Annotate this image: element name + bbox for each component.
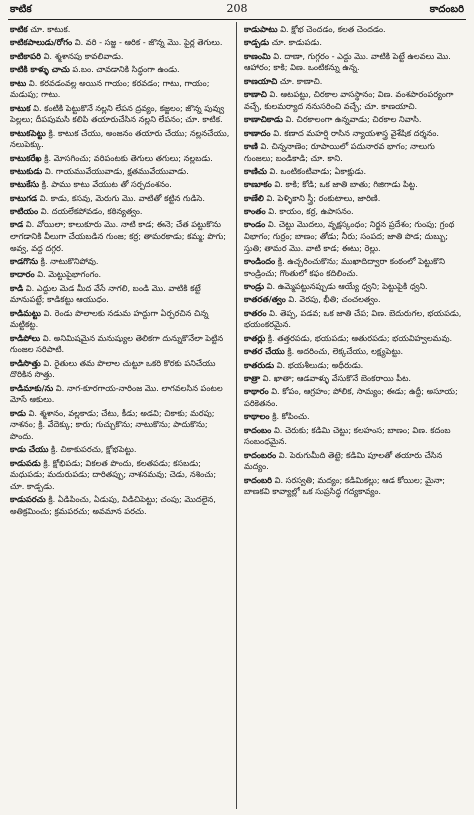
entry-headword: కాటికాపరి [10,50,41,61]
entry-definition: వి. ఆటపట్టు, చిరకాల వాసస్థానం; విణ. వంశపారంపర్యంగా వచ్చే, కులమర్యాద ననుసరించి వచ్చే; చూ. కాణయాచి. [244,89,454,111]
dictionary-entry [244,425,464,448]
entry-definition: వి. వరి - సజ్జ - ఆరిక - జొన్న మొ. పైర్ల తెగులు. [74,37,223,48]
page-number: 208 [226,2,248,15]
dictionary-entry [10,128,230,151]
entry-headword: కాతర చేయు [244,346,285,357]
entry-definition: వి. అనిమిషమైన మనుష్యుల తెలికగా దున్నుకొనేలా పెట్టిన గుంజల సరిపాటి. [10,332,224,355]
entry-definition: వి. ఉమ్మెపట్టునప్పుడు ఆయ్యే ధ్వని; పెట్టుపైకి ధ్వని. [266,281,428,292]
dictionary-entry [244,193,464,205]
dictionary-entry [244,37,464,49]
dictionary-entry [244,308,464,331]
header-rule [8,19,466,20]
dictionary-entry [10,269,230,281]
dictionary-entry [244,76,464,88]
dictionary-entry [10,494,230,517]
dictionary-entry [10,64,230,76]
entry-definition: క్రి. తత్తరపడు, భయపడు; ఆతురపడు; భయవిహ్వలమవు. [267,332,453,343]
entry-definition: వి. రెండు పొలాలకు నడుమ హద్దుగా ఏర్పరచిన చిన్న మట్టికట్ట. [10,307,209,330]
entry-definition: వి. వెరపు, భీతి; చంచలత్వం. [288,294,381,305]
dictionary-entry [10,37,230,49]
dictionary-entry [244,411,464,423]
entry-headword: కాటుకపెట్టు [10,127,46,138]
entry-headword: కాటుకుడు [10,165,43,176]
entry-headword: కాథాలం [244,411,270,422]
page-header [10,2,464,18]
entry-definition: క్రి. కాటుక చేయు, అంజనం తయారు చేయు; నల్లనచేయు, నలుపెక్కు. [10,127,230,150]
dictionary-entry [10,358,230,381]
entry-definition: వి. వోయిలా; కాలుకూరు మొ. నాటి కాడ; ఈనె; చేత పట్టుకొను లాగడానికి వీలుగా చేయబడిన గుంజ; కర్ర; తామరకాడు; కమ్మ; పొగు; అవ్వ, వద్ద దగ్గర. [10,219,227,253]
entry-headword: కాదారం [10,269,35,280]
entry-definition: వి. చెట్టు మొదలు, వృక్షస్కంధం; నిర్జన ప్రదేశం; గుంపు; గ్రంథ విభాగం; గుర్రం; బాణం; తోడు; నీరు; సంపద; జాతి పొడ; దుబ్బు; స్తుతి; తామర మొ. వాటి కాడ; ఈటు; రెల్లు. [244,219,455,253]
entry-headword: కాతరం [244,307,267,318]
entry-headword: కాణూకం [244,179,272,190]
dictionary-entry [10,308,230,331]
entry-definition: వి. మెట్టుపైభాగంగం. [37,269,102,280]
entry-headword: కాటిక [10,24,28,34]
dictionary-entry [10,219,230,254]
entry-definition: వి. పెళ్ళికాని స్త్రీ; రంకుటాలు, జారిణి. [266,192,381,203]
entry-headword: కాంతం [244,206,266,217]
dictionary-entry [10,193,230,205]
dictionary-entry [244,256,464,279]
entry-headword: కాడ [10,219,24,230]
dictionary-entry [244,475,464,498]
dictionary-entry [244,219,464,254]
entry-headword: కాడిమట్టు [10,307,41,318]
entry-definition: వి. కరవడంవల్ల అయిన గాయం; కరవడం; గాటు, గాయం; మడుపు; గాటు. [10,77,210,100]
entry-definition: చూ. కాణాచి. [279,75,323,86]
entry-definition: వి. కాయం, కర్ర, ఉపాసనం. [268,206,354,217]
dictionary-entry [244,24,464,36]
dictionary-entry [244,166,464,178]
dictionary-entry [10,333,230,356]
entry-definition: వి. కాడు, కసవు, మెరుగు మొ. వాటితో కట్టిన గుడిసె. [39,192,206,203]
entry-definition: క్రి. మోసగించు; వరిపంటకు తెగులు తగులు; నల్లబడు. [44,152,213,163]
dictionary-entry [244,114,464,126]
left-column [10,24,230,811]
dictionary-entry [10,256,230,268]
entry-headword: కాత్రా [244,372,261,383]
dictionary-entry [10,24,230,36]
header-right-guide-word: కాదంబరి [429,4,464,15]
entry-headword: కాణిచు [244,165,267,176]
entry-definition: క్రి. కోపించు. [272,411,310,422]
entry-headword: కాడి [10,282,24,293]
right-column [244,24,464,811]
dictionary-entry [10,51,230,63]
entry-headword: కాండం [244,219,266,230]
entry-headword: కాండ్రు [244,281,265,292]
entry-definition: వి. కోపం, ఆగ్రహం; పోలిక, సామ్యం; ఈడు; ఉద్దీ; అసూయ; పరికెతనం. [244,386,458,408]
entry-definition: క్రి. ఉచ్చరించుకొను; ముఖాదిద్వారా కంఠంలో పెట్టుకొని కాండ్రించు; గొంతులో కఫం కదిలించు. [244,256,446,278]
dictionary-entry [10,444,230,456]
dictionary-entry [10,458,230,493]
entry-definition: ప.బం. చావడానికి సిద్ధంగా ఉండు. [72,64,180,75]
dictionary-entry [244,450,464,473]
entry-headword: కాటియం [10,206,39,217]
entry-headword: కాణంమి [244,50,271,61]
entry-definition: క్రి. ఏడిపించు, ఏడుపు, విడిచిపెట్టు; చంపు; మొదలైన, అతిక్రమించు; క్రమపరచు; అవమాన పరచు. [10,494,216,516]
entry-definition: వి. కణాద మహర్షి రాసిన న్యాయశాస్త్ర వైశేషిక దర్శనం. [273,127,439,138]
entry-definition: వి. చిన్ననాణెం; రూపాయిలో పదునారవ భాగం; నాలుగు గుంజలు; బండికాడి; చూ. కాని. [244,140,435,163]
dictionary-entry [244,346,464,358]
entry-definition: వి. శ్మశానం, వల్లకాడు; చేటు, కీడు; అడవి; చికాకు; మరపు; నాశనం; క్రి. వేదెక్కు; కారు; గుచ్చుకొను; నాటుకొను; పాదుకొను; పొందు. [10,407,215,441]
dictionary-entry [10,166,230,178]
entry-headword: కాండిందం [244,256,276,267]
dictionary-entry [10,103,230,126]
entry-definition: వి. గాయమువేయువాడు, క్షతమువేయువాడు. [44,165,189,176]
dictionary-entry [10,283,230,306]
entry-definition: వి. తెప్ప, పడవ; ఒక జాతి చేప; విణ. బెదురుగల, భయపడు, భయంకరమైన. [244,307,462,330]
dictionary-entry [244,89,464,112]
entry-headword: కాడిమాకు/ను [10,382,54,393]
entry-headword: కాదంబరం [244,449,277,460]
entry-headword: కాడిపోలు [10,332,41,343]
entry-definition: వి. కాకి; కోడి; ఒక జాతి బాతు; గిజిగాడు పిట్ట. [274,179,418,190]
dictionary-entry [244,206,464,218]
entry-headword: కాడుపాటు [244,24,278,34]
entry-definition: వి. రైతులు తమ పొలాల చుట్టూ ఒకరి కొరకు పనిచేయు దొరికిన సొత్తు. [10,357,216,380]
entry-definition: వి. దయలేకపోవడం, కఠిన్యత్వం. [40,206,143,217]
dictionary-entry [244,294,464,306]
dictionary-entry [10,153,230,165]
entry-definition: వి. భయశీలుడు; అధీరుడు. [276,359,364,370]
entry-definition: క్రి. పాము కాటు వేయుట తో సర్పదంశనం. [41,179,172,190]
entry-headword: కాతరుడు [244,359,275,370]
dictionary-entry [10,78,230,101]
entry-definition: వి. ఖాతా; ఆడవాళ్ళు వేసుకొనే బెంకరాయి పీట. [262,372,411,383]
dictionary-entry [244,360,464,372]
entry-headword: కాతర్లు [244,332,266,343]
dictionary-entry [244,281,464,293]
entry-definition: వి. శ్మశానపు కావలివాడు. [43,50,124,61]
entry-headword: కాదంబరి [244,474,273,485]
dictionary-entry [244,333,464,345]
entry-headword: కాథారం [244,386,269,397]
dictionary-entry [244,128,464,140]
dictionary-entry [10,206,230,218]
entry-definition: వి. క్షోభ చెందడం, కలత చెందడం. [280,24,386,34]
entry-headword: కాటుకేసు [10,179,40,190]
entry-definition: క్రి. అదరించు, లెక్కచేయు, లక్ష్యపెట్టు. [287,346,404,357]
dictionary-entry [10,408,230,443]
entry-headword: కాటికి కాళ్ళు చాచు [10,64,70,75]
entry-definition: వి. చిరకాలంగా ఉన్నవాడు; చిరకాల నివాసి. [285,114,422,125]
entry-headword: కాతరత/త్వం [244,294,286,305]
entry-headword: కాడగొను [10,256,39,267]
header-left-guide-word: కాటిక [10,4,32,15]
entry-headword: కాణాచి [244,89,267,100]
entry-definition: చూ. కాటుక. [30,24,71,34]
entry-headword: కాణయాచి [244,75,278,86]
dictionary-entry [244,373,464,385]
entry-definition: వి. నాగ-కూరగాయ-నారింజ మొ. లాగవలసిన పంటల మోసే ఆకులు. [10,382,223,405]
column-divider [236,22,237,809]
entry-definition: క్రి. నాటుకొనిపోవు. [40,256,99,267]
entry-headword: కాణాదం [244,127,271,138]
entry-definition: వి. ఒంటికంటివాడు; ఏకాక్షుడు. [269,165,367,176]
entry-headword: కాటుక [10,102,31,113]
entry-definition: క్రి. చికాకుపరచు, క్షోభపెట్టు. [51,444,137,455]
entry-headword: కాటు [10,77,27,88]
entry-headword: కాటుకరేఖ [10,152,42,163]
entry-definition: చూ. కాడుపడు. [271,37,322,48]
dictionary-entry [244,179,464,191]
entry-headword: కాణేలి [244,192,264,203]
entry-headword: కాడు [10,407,26,418]
entry-definition: వి. పెరుగుమీది తెట్టె; కడిమి పూలతో తయారు చేసిన మద్యం. [244,449,443,472]
entry-headword: కాడిసొత్తు [10,357,41,368]
dictionary-entry [10,179,230,191]
entry-definition: వి. చెరుకు; కడిమి చెట్టు; కలహంస; బాణం; విణ. కదంబ సంబంధమైన. [244,424,451,447]
entry-headword: కాటుగడ [10,192,38,203]
dictionary-entry [244,386,464,409]
entry-headword: కాణాచికాడు [244,114,283,125]
entry-definition: వి. దాణా, గుగ్గరం - ఎద్దు మొ. వాటికి పెట్టే ఉలవలు మొ. ఆహారం; కాకి; విణ. ఒంటికన్ను ఉన్న. [244,50,451,73]
entry-definition: వి. ఎద్దుల మెడ మీద వేసే నాగలి, బండి మొ. వాటికి కట్టే మానుపట్టే; కాడికట్టు ఆయుధం. [10,282,201,305]
entry-headword: కాడ్పడు [244,37,270,48]
dictionary-entry [244,51,464,74]
entry-headword: కాడు చేయు [10,444,49,455]
dictionary-entry [10,383,230,406]
entry-headword: కాడుపడు [10,457,41,468]
entry-definition: క్రి. క్షోభిపడు; వికలత పొందు, కలతపడు; కసబడు; మధుపడు; మదురుపడు; దారితప్పు; నాశనమవు; చెడు, నశించు; చూ. కాడ్పడు. [10,457,217,491]
entry-headword: కాటికపాలుడు/రోగం [10,37,73,48]
entry-headword: కాణి [244,140,258,151]
entry-headword: కాదంబం [244,424,272,435]
entry-definition: వి. సరస్వతి; మద్యం; కడిమికల్లు; ఆడ కోయిల; మైనా; బాణకవి కావ్యాల్లో ఒక సుప్రసిద్ధ గద్యకావ్యం. [244,474,445,497]
entry-headword: కాడుపరచు [10,494,46,505]
entry-definition: వి. కంటికి పెట్టుకొనే నల్లని లేపన ద్రవ్యం, కజ్జలం; జొన్న పువ్వు పెల్లలు; దీపపుమసి కలిపి తయారుచేసిన నల్లని లేపనం; చూ. కాటిక. [10,102,225,125]
dictionary-entry [244,141,464,164]
